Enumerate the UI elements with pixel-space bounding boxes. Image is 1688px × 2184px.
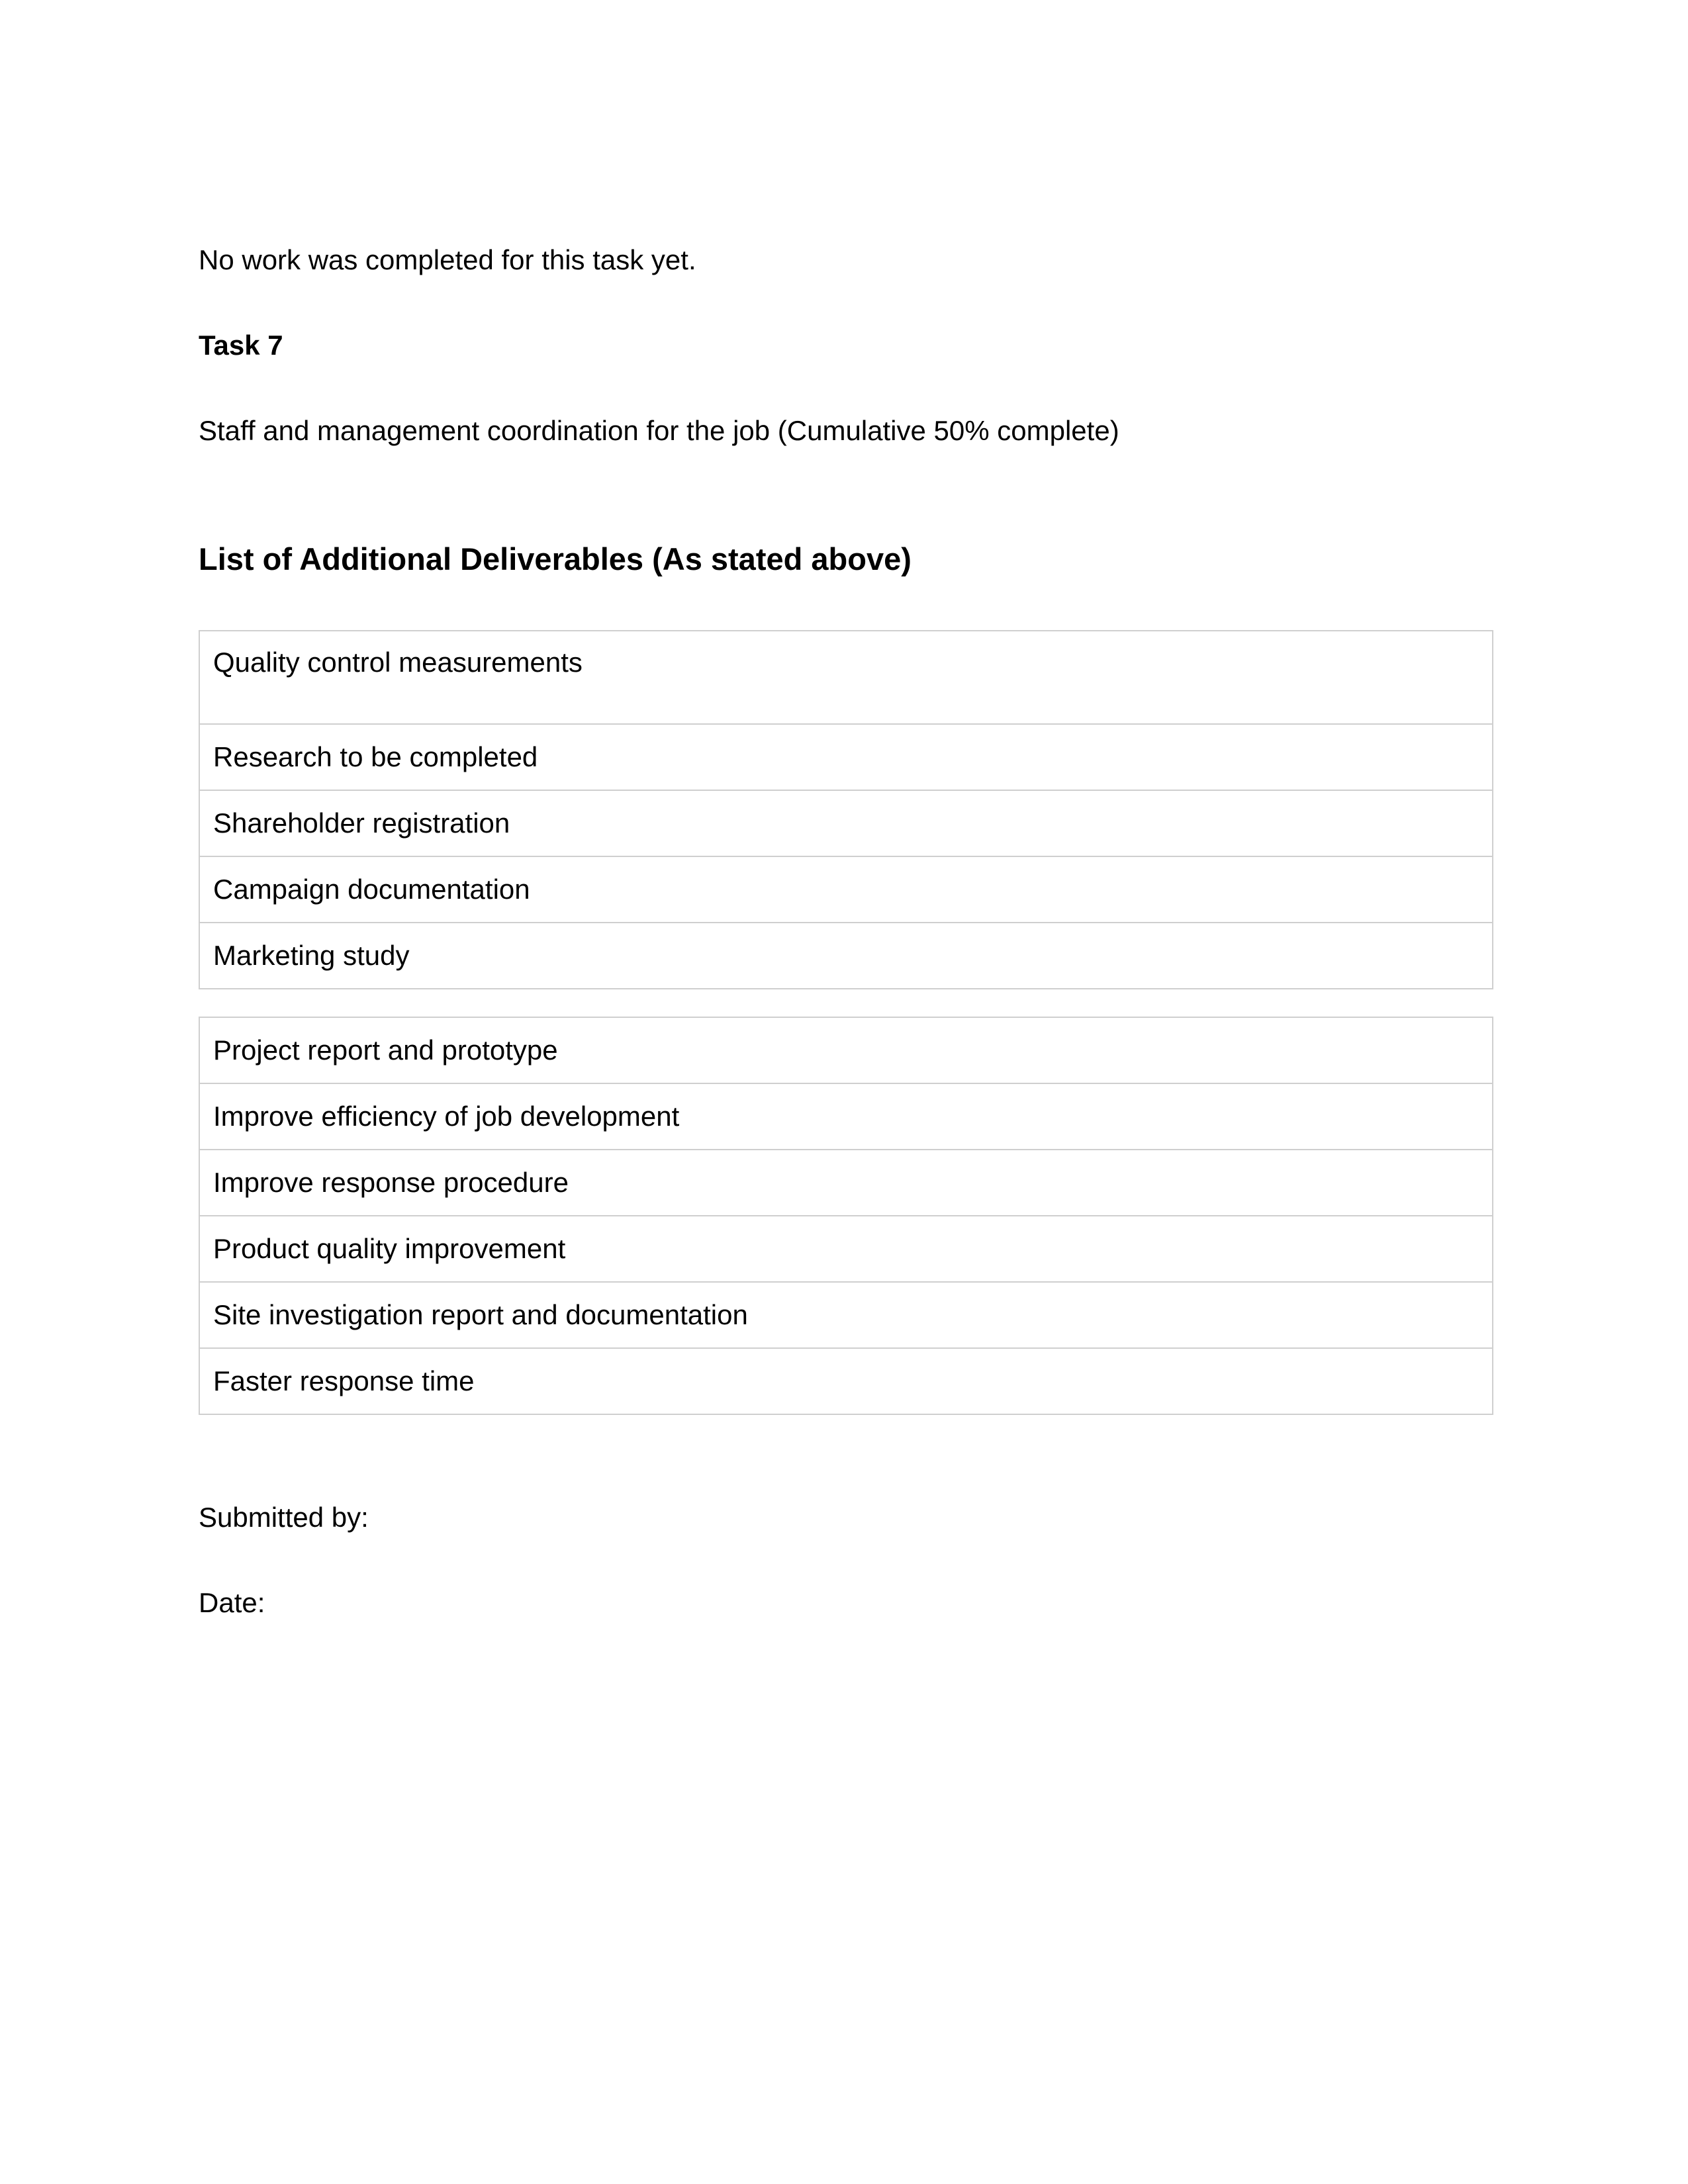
table-row	[199, 790, 1493, 856]
table-row	[199, 1017, 1493, 1083]
task-description: Staff and management coordination for the job (Cumulative 50% complete)	[199, 415, 1119, 446]
table-cell: Shareholder registration	[199, 790, 1493, 856]
table-row	[199, 1083, 1493, 1150]
table-cell: Project report and prototype	[199, 1017, 1493, 1083]
deliverables-table-1	[199, 630, 1493, 989]
table-row	[199, 1150, 1493, 1216]
table-cell: Improve efficiency of job development	[199, 1083, 1493, 1150]
status-text: No work was completed for this task yet.	[199, 244, 696, 275]
table-row	[199, 1348, 1493, 1414]
deliverables-heading: List of Additional Deliverables (As stated above)	[199, 541, 912, 576]
table-cell: Marketing study	[199, 923, 1493, 989]
table-row	[199, 923, 1493, 989]
table-row	[199, 1216, 1493, 1282]
table-row	[199, 1282, 1493, 1348]
date-label: Date:	[199, 1587, 265, 1618]
table-cell: Site investigation report and documentation	[199, 1282, 1493, 1348]
table-cell: Improve response procedure	[199, 1150, 1493, 1216]
table-cell: Quality control measurements	[199, 631, 1493, 724]
table-cell: Faster response time	[199, 1348, 1493, 1414]
submitted-by-label: Submitted by:	[199, 1502, 369, 1533]
table-row	[199, 856, 1493, 923]
table-row	[199, 724, 1493, 790]
task-title: Task 7	[199, 330, 283, 361]
table-cell: Research to be completed	[199, 724, 1493, 790]
table-row	[199, 631, 1493, 724]
deliverables-table-2	[199, 1017, 1493, 1415]
table-cell: Campaign documentation	[199, 856, 1493, 923]
table-cell: Product quality improvement	[199, 1216, 1493, 1282]
